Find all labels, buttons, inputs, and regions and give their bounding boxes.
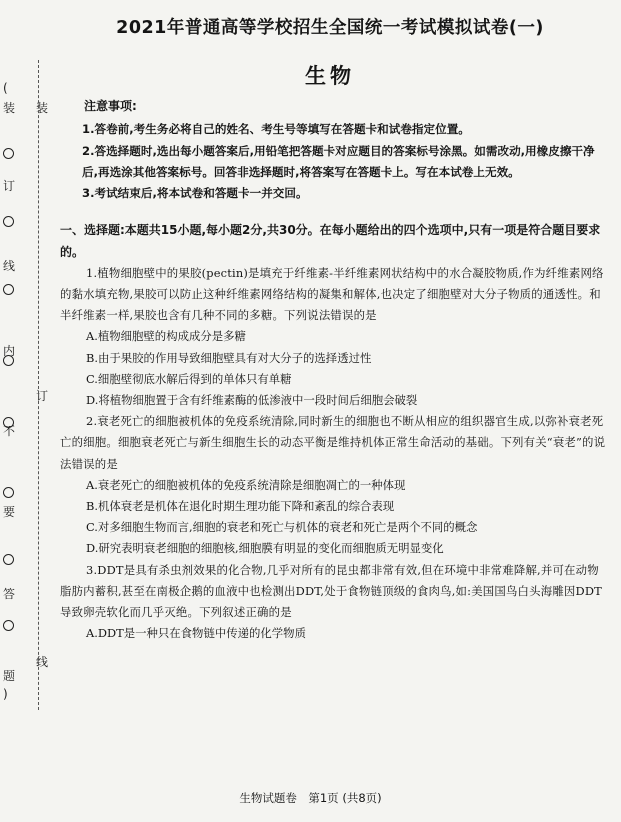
question-1 [60, 263, 610, 411]
binding-line-label-xian: 线 [36, 655, 49, 669]
option-d: D.研究表明衰老细胞的细胞核,细胞膜有明显的变化而细胞质无明显变化 [86, 541, 444, 556]
binding-open-paren: ( [3, 81, 8, 95]
notice-item-3: 3.考试结束后,将本试卷和答题卡一并交回。 [82, 186, 308, 201]
binding-char-ding: 订 [3, 179, 16, 193]
option-b: B.由于果胶的作用导致细胞壁具有对大分子的选择透过性 [86, 350, 372, 365]
notice-heading: 注意事项: [84, 99, 137, 113]
binding-hole-circle [3, 620, 14, 631]
binding-hole-circle [3, 148, 14, 159]
binding-char-nei: 内 [3, 344, 16, 358]
option-a: A.衰老死亡的细胞被机体的免疫系统清除是细胞凋亡的一种体现 [86, 477, 406, 492]
binding-close-paren: ) [3, 687, 8, 701]
binding-line-label-zhuang: 装 [36, 101, 49, 115]
binding-hole-circle [3, 216, 14, 227]
binding-hole-circle [3, 554, 14, 565]
question-2 [60, 411, 610, 559]
binding-hole-circle [3, 417, 14, 428]
question-stem: 2.衰老死亡的细胞被机体的免疫系统清除,同时新生的细胞也不断从相应的组织器官生成,以弥补衰老死亡的细胞。细胞衰老死亡与新生细胞生长的动态平衡是维持机体正常生命活动的基础。下列有关“衰老”的说法错误的是 [60, 414, 606, 471]
binding-char-zhuang: 装 [3, 101, 16, 115]
subject-title: 生物 [305, 64, 355, 88]
binding-char-yao: 要 [3, 505, 16, 519]
exam-title: 2021年普通高等学校招生全国统一考试模拟试卷(一) [116, 18, 544, 38]
question-3 [60, 560, 610, 645]
binding-char-ti: 题 [3, 669, 16, 683]
question-stem: 3.DDT是具有杀虫剂效果的化合物,几乎对所有的昆虫都非常有效,但在环境中非常难降解,并可在动物脂肪内蓄积,甚至在南极企鹅的血液中也检测出DDT,处于食物链顶级的食肉鸟,如:美国国鸟白头海雕因DDT导致卵壳软化而几乎灭绝。下列叙述正确的是 [60, 562, 602, 620]
binding-hole-circle [3, 487, 14, 498]
binding-char-da: 答 [3, 587, 16, 601]
question-stem: 1.植物细胞壁中的果胶(pectin)是填充于纤维素-半纤维素网状结构中的水合凝胶物质,作为纤维素网络的黏水填充物,果胶可以防止这种纤维素网络结构的凝集和解体,也决定了细胞壁对大分子物质的通透性。和半纤维素一样,果胶也含有几种不同的多糖。下列说法错误的是 [60, 265, 604, 323]
option-a: A.植物细胞壁的构成成分是多糖 [86, 329, 246, 344]
binding-char-bu: 不 [3, 424, 16, 438]
binding-line-label-ding: 订 [36, 389, 49, 403]
binding-dashed-line [38, 60, 39, 710]
binding-char-xian: 线 [3, 259, 16, 273]
notice-item-2: 2.答选择题时,选出每小题答案后,用铅笔把答题卡对应题目的答案标号涂黑。如需改动,用橡皮擦干净后,再选涂其他答案标号。回答非选择题时,将答案写在答题卡上。写在本试卷上无效。 [82, 143, 595, 180]
option-a: A.DDT是一种只在食物链中传递的化学物质 [86, 626, 306, 641]
option-d: D.将植物细胞置于含有纤维素酶的低渗液中一段时间后细胞会破裂 [86, 393, 418, 408]
page-footer: 生物试题卷 第1页 (共8页) [239, 791, 382, 805]
binding-hole-circle [3, 355, 14, 366]
binding-hole-circle [3, 284, 14, 295]
option-b: B.机体衰老是机体在退化时期生理功能下降和紊乱的综合表现 [86, 499, 395, 514]
notice-item-1: 1.答卷前,考生务必将自己的姓名、考生号等填写在答题卡和试卷指定位置。 [82, 122, 470, 137]
exam-content [60, 96, 610, 644]
option-c: C.细胞壁彻底水解后得到的单体只有单糖 [86, 371, 292, 386]
binding-margin [0, 60, 49, 710]
option-c: C.对多细胞生物而言,细胞的衰老和死亡与机体的衰老和死亡是两个不同的概念 [86, 520, 478, 535]
section-heading-choice: 一、选择题:本题共15小题,每小题2分,共30分。在每小题给出的四个选项中,只有一项是符合题目要求的。 [60, 222, 601, 259]
